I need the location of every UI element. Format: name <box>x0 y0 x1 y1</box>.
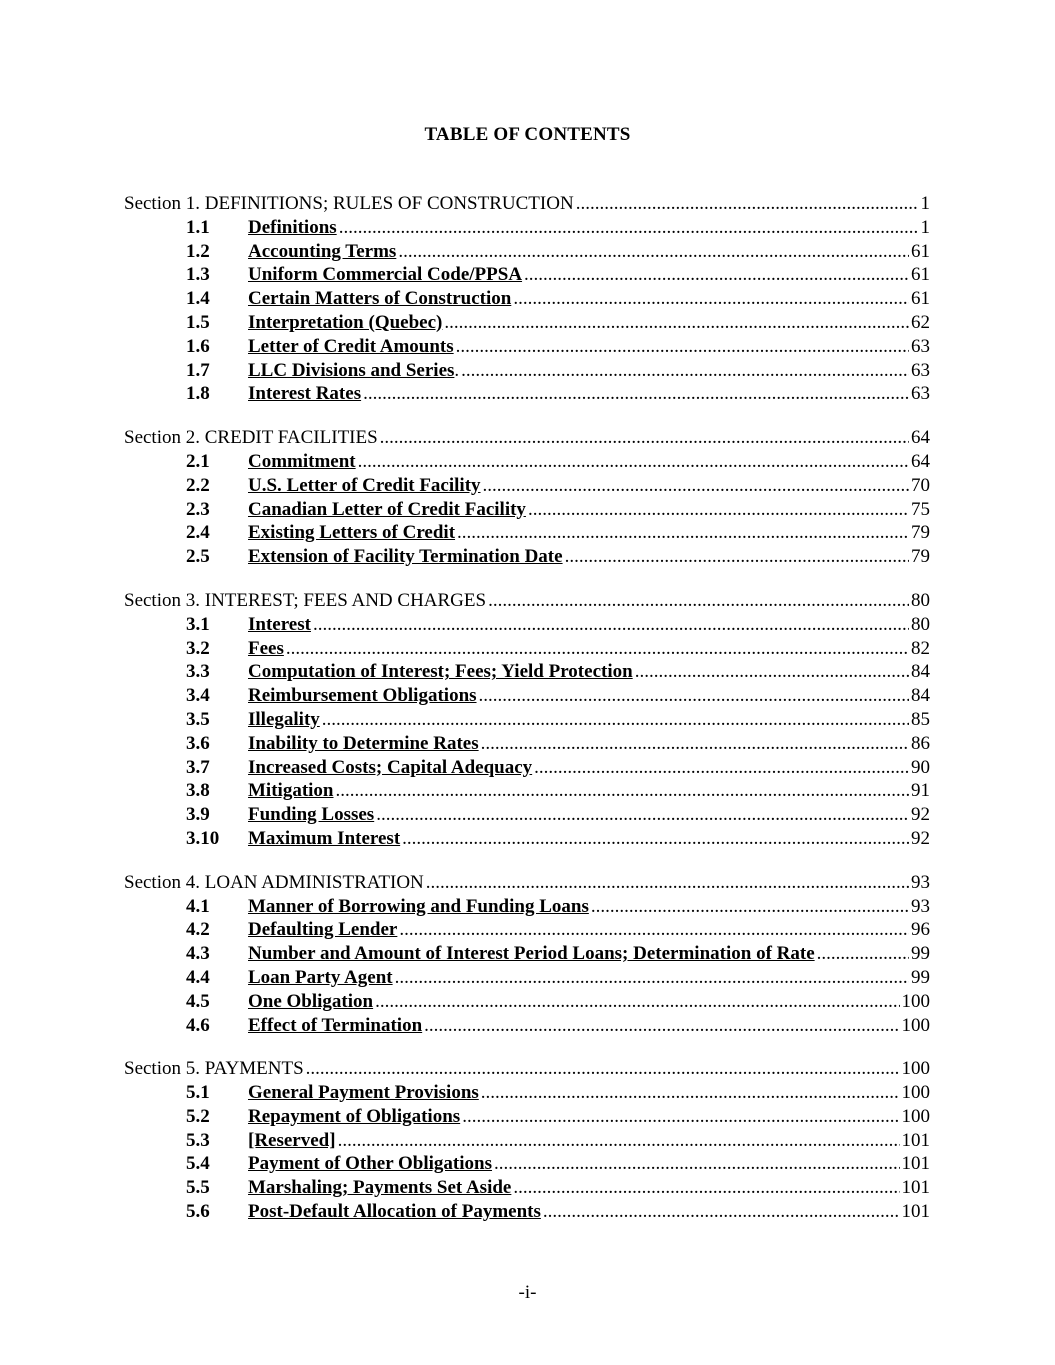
entry-number: 1.5 <box>186 311 210 333</box>
dot-leader <box>395 966 909 990</box>
toc-entry-link[interactable] <box>124 474 930 498</box>
entry-title: [Reserved] <box>248 1129 336 1151</box>
dot-leader <box>817 942 909 966</box>
entry-number: 2.4 <box>186 522 210 544</box>
entry-number: 5.5 <box>186 1177 210 1199</box>
entry-number: 2.3 <box>186 498 210 520</box>
entry-title: Computation of Interest; Fees; Yield Protection <box>248 661 633 683</box>
entry-title: Definitions <box>248 216 337 238</box>
dot-leader <box>456 335 909 359</box>
dot-leader <box>336 779 910 803</box>
dot-leader <box>306 1057 900 1081</box>
entry-title: Increased Costs; Capital Adequacy <box>248 756 533 778</box>
toc-entry-link[interactable] <box>124 521 930 545</box>
entry-title: Effect of Termination <box>248 1014 423 1036</box>
entry-page-number: 80 <box>911 613 930 635</box>
dot-leader <box>461 359 909 383</box>
dot-leader <box>479 684 909 708</box>
toc-entry-link[interactable] <box>124 382 930 406</box>
entry-title: Uniform Commercial Code/PPSA <box>248 264 523 286</box>
entry-title: Accounting Terms <box>248 240 397 262</box>
toc-entry-link[interactable] <box>124 1105 930 1129</box>
toc-entry-link[interactable] <box>124 240 930 264</box>
entry-number: 4.4 <box>186 966 210 988</box>
toc-entry-link[interactable] <box>124 660 930 684</box>
dot-leader <box>363 382 909 406</box>
entry-page-number: 101 <box>901 1153 930 1175</box>
entry-number: 5.1 <box>186 1082 210 1104</box>
toc-entry-link[interactable] <box>124 287 930 311</box>
toc-entry-link[interactable] <box>124 216 930 240</box>
entry-page-number: 84 <box>911 685 930 707</box>
entry-title: Mitigation <box>248 780 334 802</box>
dot-leader <box>565 545 909 569</box>
entry-page-number: 75 <box>911 498 930 520</box>
entry-number: 5.2 <box>186 1105 210 1127</box>
entry-title: Manner of Borrowing and Funding Loans <box>248 895 589 917</box>
dot-leader <box>462 1105 899 1129</box>
entry-page-number: 63 <box>911 383 930 405</box>
dot-leader <box>635 660 909 684</box>
dot-leader <box>543 1200 900 1224</box>
dot-leader <box>534 756 909 780</box>
toc-entry-link[interactable] <box>124 1152 930 1176</box>
entry-page-number: 70 <box>911 474 930 496</box>
dot-leader <box>444 311 909 335</box>
toc-entry-link[interactable] <box>124 756 930 780</box>
entry-page-number: 61 <box>911 240 930 262</box>
toc-entry-link[interactable] <box>124 990 930 1014</box>
toc-entry-link[interactable] <box>124 359 930 383</box>
entry-title: LLC Divisions and Series <box>248 359 455 381</box>
entry-number: 5.3 <box>186 1129 210 1151</box>
entry-page-number: 64 <box>911 450 930 472</box>
entry-page-number: 99 <box>911 966 930 988</box>
section-heading-text: Section 3. INTEREST; FEES AND CHARGES <box>124 589 487 611</box>
entry-number: 1.6 <box>186 335 210 357</box>
entry-title: Post-Default Allocation of Payments <box>248 1201 541 1223</box>
entry-number: 4.5 <box>186 990 210 1012</box>
entry-title: Payment of Other Obligations <box>248 1153 493 1175</box>
entry-title: Marshaling; Payments Set Aside <box>248 1177 512 1199</box>
toc-section <box>124 589 930 851</box>
entry-page-number: 93 <box>911 895 930 917</box>
toc-entry-link[interactable] <box>124 779 930 803</box>
entry-page-number: 100 <box>901 1082 930 1104</box>
entry-number: 3.10 <box>186 827 220 849</box>
dot-leader <box>513 287 909 311</box>
dot-leader <box>457 521 909 545</box>
dot-leader <box>402 827 909 851</box>
dot-leader <box>398 240 909 264</box>
toc-entry-link[interactable] <box>124 827 930 851</box>
section-page-number: 100 <box>901 1058 930 1080</box>
entry-page-number: 101 <box>901 1177 930 1199</box>
entry-number: 2.1 <box>186 450 210 472</box>
entry-number: 5.4 <box>186 1153 210 1175</box>
entry-number: 4.1 <box>186 895 210 917</box>
entry-number: 5.6 <box>186 1201 210 1223</box>
entry-number: 3.2 <box>186 637 210 659</box>
entry-number: 1.1 <box>186 216 210 238</box>
entry-page-number: 100 <box>901 1105 930 1127</box>
entry-title: Fees <box>248 637 284 659</box>
entry-page-number: 101 <box>901 1129 930 1151</box>
toc-section <box>124 871 930 1038</box>
dot-leader <box>488 589 909 613</box>
dot-leader <box>380 426 909 450</box>
entry-page-number: 84 <box>911 661 930 683</box>
entry-title: Reimbursement Obligations <box>248 685 477 707</box>
entry-page-number: 82 <box>911 637 930 659</box>
dot-leader <box>375 990 899 1014</box>
toc-title: TABLE OF CONTENTS <box>424 124 631 145</box>
toc-entry-link[interactable] <box>124 1081 930 1105</box>
dot-leader <box>513 1176 899 1200</box>
section-page-number: 80 <box>911 589 930 611</box>
entry-page-number: 86 <box>911 732 930 754</box>
dot-leader <box>576 192 919 216</box>
toc-entry-link[interactable] <box>124 450 930 474</box>
toc-entry-link[interactable] <box>124 966 930 990</box>
entry-title: Certain Matters of Construction <box>248 288 512 310</box>
entry-number: 3.3 <box>186 661 210 683</box>
section-heading-text: Section 2. CREDIT FACILITIES <box>124 427 378 449</box>
dot-leader <box>376 803 909 827</box>
entry-number: 3.6 <box>186 732 210 754</box>
toc-section-heading-link[interactable] <box>124 589 930 613</box>
toc-entry-link[interactable] <box>124 613 930 637</box>
section-page-number: 93 <box>911 871 930 893</box>
entry-number: 3.7 <box>186 756 210 778</box>
entry-title: Maximum Interest <box>248 827 401 849</box>
dot-leader <box>358 450 909 474</box>
toc-entry-link[interactable] <box>124 684 930 708</box>
entry-title: Interpretation (Quebec) <box>248 311 443 333</box>
toc-section <box>124 192 930 406</box>
entry-number: 3.8 <box>186 780 210 802</box>
toc-entry-link[interactable] <box>124 1129 930 1153</box>
entry-title: Illegality <box>248 708 320 730</box>
entry-page-number: 63 <box>911 359 930 381</box>
entry-number: 1.8 <box>186 383 210 405</box>
entry-title: Number and Amount of Interest Period Loans; Determination of Rate <box>248 943 815 965</box>
toc-section-heading-link[interactable] <box>124 871 930 895</box>
dot-leader <box>483 474 909 498</box>
toc-entry-link[interactable] <box>124 311 930 335</box>
entry-page-number: 91 <box>911 780 930 802</box>
entry-page-number: 61 <box>911 288 930 310</box>
toc-section-heading-link[interactable] <box>124 1057 930 1081</box>
dot-leader <box>591 895 909 919</box>
entry-number: 2.2 <box>186 474 210 496</box>
entry-number: 1.2 <box>186 240 210 262</box>
section-page-number: 64 <box>911 427 930 449</box>
dot-leader <box>481 732 909 756</box>
toc-entry-link[interactable] <box>124 263 930 287</box>
entry-page-number: 63 <box>911 335 930 357</box>
entry-title: One Obligation <box>248 990 374 1012</box>
entry-title: Existing Letters of Credit <box>248 522 456 544</box>
dot-leader <box>424 1014 899 1038</box>
entry-title: Interest <box>248 613 311 635</box>
dot-leader <box>286 637 909 661</box>
entry-number: 4.3 <box>186 943 210 965</box>
entry-title: Defaulting Lender <box>248 919 398 941</box>
entry-number: 2.5 <box>186 546 210 568</box>
entry-title: Repayment of Obligations <box>248 1105 461 1127</box>
toc-entry-link[interactable] <box>124 637 930 661</box>
entry-title: General Payment Provisions <box>248 1082 479 1104</box>
entry-page-number: 99 <box>911 943 930 965</box>
toc-entry-link[interactable] <box>124 335 930 359</box>
toc-entry-link[interactable] <box>124 895 930 919</box>
dot-leader <box>426 871 909 895</box>
entry-page-number: 92 <box>911 804 930 826</box>
toc-section-heading-link[interactable] <box>124 426 930 450</box>
entry-page-number: 85 <box>911 708 930 730</box>
entry-number: 1.3 <box>186 264 210 286</box>
dot-leader <box>481 1081 900 1105</box>
dot-leader <box>528 498 909 522</box>
entry-number: 1.7 <box>186 359 210 381</box>
toc-entry-link[interactable] <box>124 1200 930 1224</box>
page-number-footer: -i- <box>518 1282 537 1303</box>
toc-section <box>124 1057 930 1224</box>
entry-number: 4.2 <box>186 919 210 941</box>
table-of-contents <box>124 192 930 1244</box>
section-heading-text: Section 5. PAYMENTS <box>124 1058 304 1080</box>
entry-page-number: 62 <box>911 311 930 333</box>
dot-leader <box>399 918 909 942</box>
toc-section-heading-link[interactable] <box>124 192 930 216</box>
entry-title: Inability to Determine Rates <box>248 732 479 754</box>
entry-title-suffix: . <box>454 359 460 381</box>
entry-number: 3.1 <box>186 613 210 635</box>
dot-leader <box>313 613 909 637</box>
toc-entry-link[interactable] <box>124 1176 930 1200</box>
entry-number: 3.9 <box>186 804 210 826</box>
dot-leader <box>339 216 919 240</box>
entry-number: 4.6 <box>186 1014 210 1036</box>
toc-section <box>124 426 930 569</box>
entry-page-number: 79 <box>911 522 930 544</box>
entry-page-number: 92 <box>911 827 930 849</box>
entry-title: Extension of Facility Termination Date <box>248 546 563 568</box>
entry-title: Funding Losses <box>248 804 375 826</box>
entry-title: Commitment <box>248 450 356 472</box>
section-heading-text: Section 4. LOAN ADMINISTRATION <box>124 871 424 893</box>
section-page-number: 1 <box>920 193 930 214</box>
entry-title: U.S. Letter of Credit Facility <box>248 474 481 496</box>
entry-page-number: 96 <box>911 919 930 941</box>
entry-title: Letter of Credit Amounts <box>248 335 454 357</box>
entry-title: Canadian Letter of Credit Facility <box>248 498 526 520</box>
entry-title: Loan Party Agent <box>248 966 393 988</box>
toc-entry-link[interactable] <box>124 732 930 756</box>
toc-entry-link[interactable] <box>124 942 930 966</box>
entry-number: 3.4 <box>186 685 210 707</box>
dot-leader <box>494 1152 899 1176</box>
entry-number: 1.4 <box>186 288 210 310</box>
toc-entry-link[interactable] <box>124 545 930 569</box>
toc-entry-link[interactable] <box>124 803 930 827</box>
dot-leader <box>322 708 909 732</box>
entry-page-number: 90 <box>911 756 930 778</box>
dot-leader <box>524 263 909 287</box>
dot-leader <box>338 1129 900 1153</box>
section-heading-text: Section 1. DEFINITIONS; RULES OF CONSTRUCTION <box>124 193 574 214</box>
entry-page-number: 61 <box>911 264 930 286</box>
toc-entry-link[interactable] <box>124 1014 930 1038</box>
entry-title: Interest Rates <box>248 383 362 405</box>
toc-entry-link[interactable] <box>124 918 930 942</box>
entry-page-number: 100 <box>901 1014 930 1036</box>
entry-number: 3.5 <box>186 708 210 730</box>
entry-page-number: 101 <box>901 1201 930 1223</box>
entry-page-number: 100 <box>901 990 930 1012</box>
toc-entry-link[interactable] <box>124 708 930 732</box>
entry-page-number: 1 <box>920 216 930 238</box>
toc-entry-link[interactable] <box>124 498 930 522</box>
entry-page-number: 79 <box>911 546 930 568</box>
